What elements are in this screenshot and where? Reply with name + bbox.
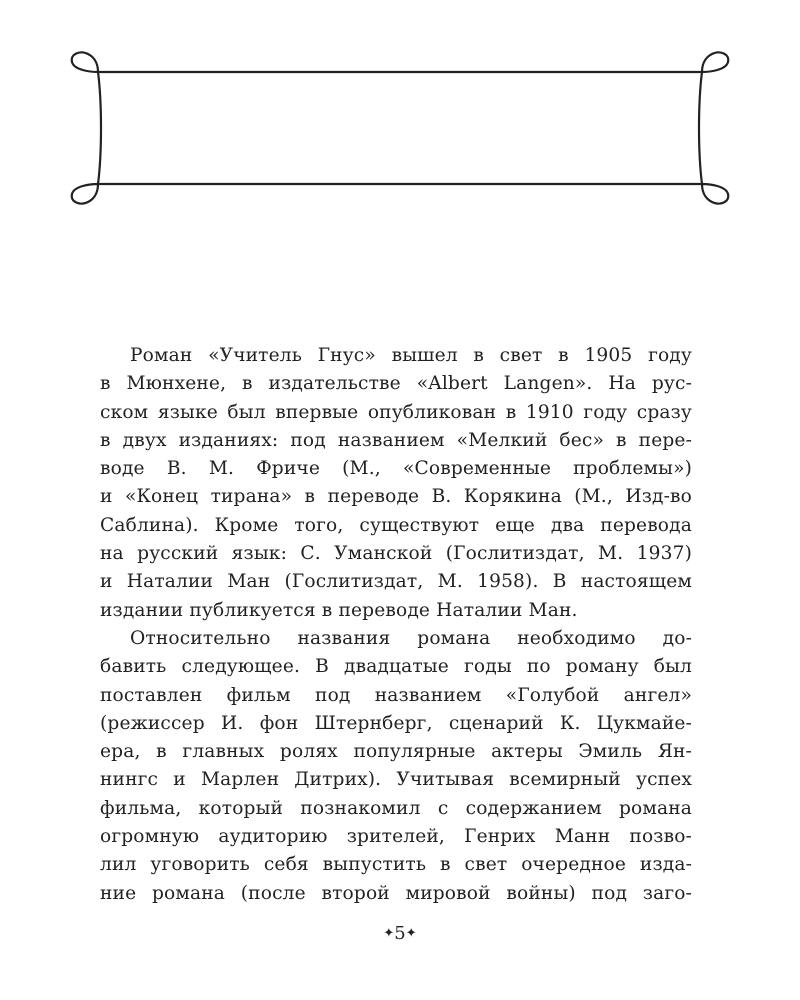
text-line: ние романа (после второй мировой войны) под заго- xyxy=(100,882,692,904)
text-line: издании публикуется в переводе Наталии Ман. xyxy=(100,599,578,621)
text-line: воде В. М. Фриче (М., «Современные проблемы») xyxy=(100,458,692,480)
text-line: фильма, который познакомил с содержанием романа xyxy=(100,797,692,819)
text-line: в Мюнхене, в издательстве «Albert Langen». На рус- xyxy=(100,373,692,395)
text-line: и Наталии Ман (Гослитиздат, М. 1958). В настоящем xyxy=(100,571,692,593)
page-number-value: 5 xyxy=(394,923,406,944)
text-line: в двух изданиях: под названием «Мелкий бес» в пере- xyxy=(100,429,692,451)
body-text xyxy=(100,342,692,908)
text-line: и «Конец тирана» в переводе В. Корякина (М., Изд-во xyxy=(100,486,692,508)
text-line: Саблина). Кроме того, существуют еще два перевода xyxy=(100,514,692,536)
decorative-scroll-frame-icon xyxy=(62,48,738,208)
text-line: ера, в главных ролях популярные актеры Эмиль Ян- xyxy=(100,741,692,763)
text-line: Относительно названия романа необходимо до- xyxy=(130,627,692,649)
text-line: Роман «Учитель Гнус» вышел в свет в 1905 году xyxy=(130,345,692,366)
text-line: нингс и Марлен Дитрих). Учитывая всемирный успех xyxy=(100,769,692,791)
text-line: огромную аудиторию зрителей, Генрих Манн позво- xyxy=(100,826,692,848)
text-line: на русский язык: С. Уманской (Гослитиздат, М. 1937) xyxy=(100,543,692,565)
text-line: (режиссер И. фон Штернберг, сценарий К. Цукмайе- xyxy=(100,712,692,734)
text-line: лил уговорить себя выпустить в свет очередное изда- xyxy=(100,854,692,876)
paragraph-2 xyxy=(100,625,692,908)
text-line: поставлен фильм под названием «Голубой ангел» xyxy=(100,684,692,706)
page-number xyxy=(0,922,800,946)
text-line: бавить следующее. В двадцатые годы по роману был xyxy=(100,656,692,678)
four-point-star-icon: ✦ xyxy=(383,926,395,941)
four-point-star-icon: ✦ xyxy=(405,926,417,941)
paragraph-1 xyxy=(100,342,692,625)
text-line: ском языке был впервые опубликован в 1910 году сразу xyxy=(100,401,692,423)
